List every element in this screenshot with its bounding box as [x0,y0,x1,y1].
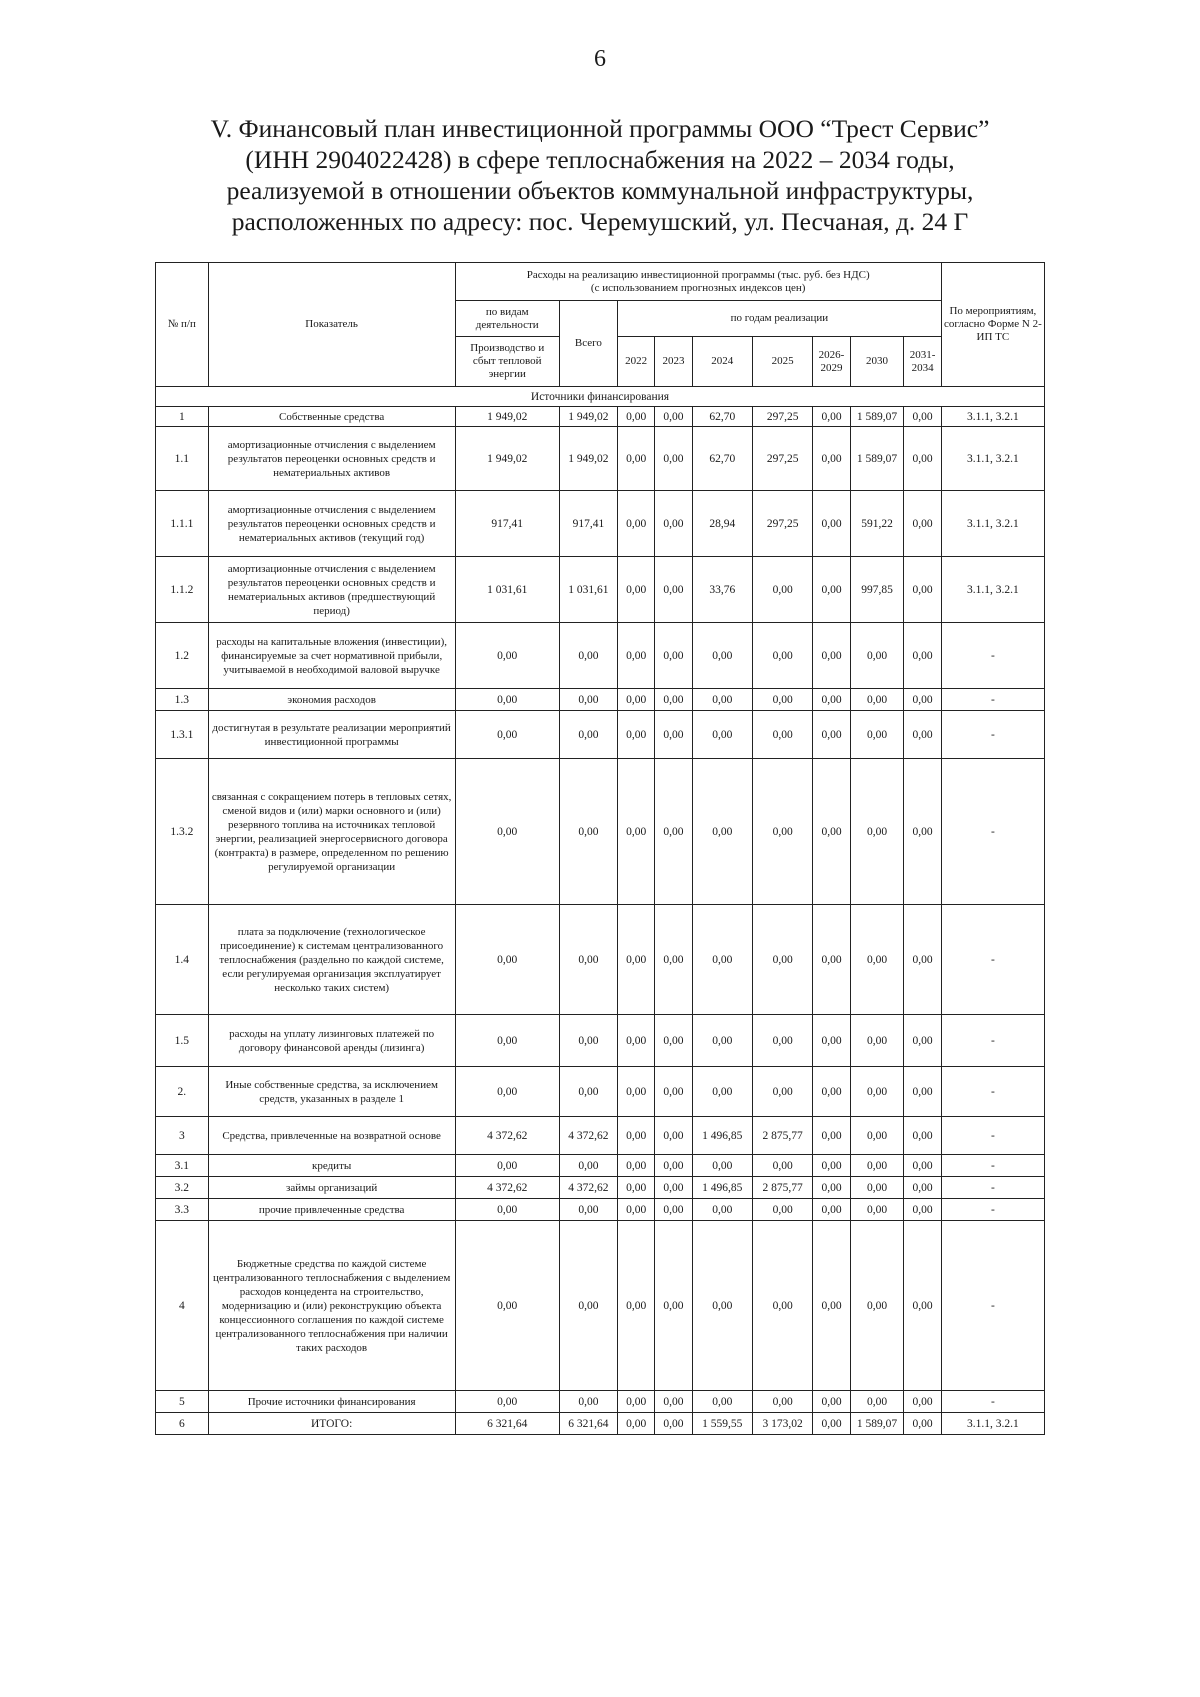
row-value: 0,00 [850,1155,904,1177]
row-value: 591,22 [850,491,904,557]
row-measure-ref: - [941,1391,1044,1413]
row-number: 1.1.1 [156,491,209,557]
row-value: 0,00 [559,689,617,711]
row-value: 0,00 [618,689,655,711]
table-row [156,1177,1045,1199]
table-body [156,387,1045,1435]
table-row [156,1155,1045,1177]
table-row [156,905,1045,1015]
row-value: 297,25 [752,407,812,427]
row-indicator: Собственные средства [208,407,455,427]
row-value: 0,00 [559,1199,617,1221]
row-value: 4 372,62 [455,1177,559,1199]
row-value: 0,00 [752,1015,812,1067]
row-value: 0,00 [692,1221,752,1391]
row-value: 0,00 [618,1221,655,1391]
section-title: Источники финансирования [156,387,1045,407]
row-value: 0,00 [455,1015,559,1067]
row-value: 0,00 [752,711,812,759]
row-value: 0,00 [618,1177,655,1199]
row-value: 0,00 [904,427,941,491]
row-indicator: Прочие источники финансирования [208,1391,455,1413]
row-value: 0,00 [813,1155,850,1177]
row-indicator: расходы на капитальные вложения (инвестиции), финансируемые за счет нормативной прибыли, учитываемой в необходимой валовой выручке [208,623,455,689]
row-value: 1 949,02 [455,407,559,427]
row-value: 0,00 [813,711,850,759]
row-value: 0,00 [655,689,692,711]
row-value: 0,00 [455,1391,559,1413]
row-value: 0,00 [904,557,941,623]
row-number: 1.5 [156,1015,209,1067]
row-value: 0,00 [559,1067,617,1117]
row-measure-ref: - [941,1221,1044,1391]
header-year: 2030 [850,337,904,387]
header-activity-type: Производство и сбыт тепловой энергии [455,337,559,387]
row-value: 0,00 [904,1199,941,1221]
row-value: 0,00 [618,1117,655,1155]
row-measure-ref: - [941,1199,1044,1221]
row-measure-ref: - [941,623,1044,689]
row-value: 0,00 [692,623,752,689]
row-value: 0,00 [655,491,692,557]
row-indicator: амортизационные отчисления с выделением результатов переоценки основных средств и нематериальных активов (текущий год) [208,491,455,557]
row-indicator: прочие привлеченные средства [208,1199,455,1221]
row-value: 0,00 [655,1221,692,1391]
row-number: 5 [156,1391,209,1413]
row-value: 0,00 [904,491,941,557]
row-indicator: расходы на уплату лизинговых платежей по договору финансовой аренды (лизинга) [208,1015,455,1067]
row-value: 0,00 [850,1117,904,1155]
document-title [150,113,1050,237]
row-value: 0,00 [618,711,655,759]
row-value: 0,00 [618,557,655,623]
row-indicator: амортизационные отчисления с выделением результатов переоценки основных средств и нематериальных активов [208,427,455,491]
row-value: 0,00 [655,905,692,1015]
row-value: 297,25 [752,491,812,557]
header-expenses [455,263,941,301]
row-value: 0,00 [904,1177,941,1199]
row-value: 1 496,85 [692,1177,752,1199]
row-value: 6 321,64 [559,1413,617,1435]
row-indicator: амортизационные отчисления с выделением результатов переоценки основных средств и нематериальных активов (предшествующий период) [208,557,455,623]
row-value: 0,00 [904,759,941,905]
row-value: 0,00 [692,1391,752,1413]
row-value: 1 496,85 [692,1117,752,1155]
header-by-years: по годам реализации [618,301,942,337]
row-indicator: экономия расходов [208,689,455,711]
row-value: 0,00 [813,759,850,905]
row-indicator: кредиты [208,1155,455,1177]
row-value: 0,00 [455,759,559,905]
header-expenses-line2: (с использованием прогнозных индексов цен) [590,281,806,294]
header-year: 2031-2034 [904,337,941,387]
row-value: 33,76 [692,557,752,623]
table-row [156,1117,1045,1155]
row-measure-ref: 3.1.1, 3.2.1 [941,491,1044,557]
row-value: 0,00 [618,1413,655,1435]
row-value: 0,00 [692,689,752,711]
row-value: 0,00 [850,1199,904,1221]
row-number: 1.3 [156,689,209,711]
row-value: 0,00 [813,1067,850,1117]
row-indicator: ИТОГО: [208,1413,455,1435]
row-measure-ref: 3.1.1, 3.2.1 [941,407,1044,427]
row-value: 0,00 [618,1199,655,1221]
row-number: 1.3.2 [156,759,209,905]
row-value: 0,00 [904,1155,941,1177]
row-value: 0,00 [692,1015,752,1067]
row-value: 0,00 [692,759,752,905]
row-value: 0,00 [813,491,850,557]
header-num: № п/п [156,263,209,387]
row-value: 0,00 [813,1221,850,1391]
row-value: 0,00 [813,689,850,711]
row-value: 0,00 [455,1067,559,1117]
row-value: 0,00 [752,557,812,623]
row-value: 0,00 [455,1199,559,1221]
row-value: 0,00 [752,1199,812,1221]
row-number: 4 [156,1221,209,1391]
row-value: 0,00 [752,759,812,905]
row-value: 0,00 [618,407,655,427]
row-value: 0,00 [752,689,812,711]
title-line: реализуемой в отношении объектов коммунальной инфраструктуры, [226,176,974,205]
row-value: 0,00 [904,1413,941,1435]
row-value: 0,00 [904,407,941,427]
row-number: 1 [156,407,209,427]
row-value: 0,00 [752,1067,812,1117]
row-value: 0,00 [904,711,941,759]
row-value: 0,00 [559,1155,617,1177]
row-number: 1.4 [156,905,209,1015]
row-measure-ref: - [941,711,1044,759]
row-measure-ref: 3.1.1, 3.2.1 [941,427,1044,491]
row-value: 0,00 [850,1015,904,1067]
row-indicator: займы организаций [208,1177,455,1199]
row-value: 1 589,07 [850,1413,904,1435]
row-value: 0,00 [618,1015,655,1067]
row-value: 1 031,61 [559,557,617,623]
row-measure-ref: - [941,1067,1044,1117]
header-indicator: Показатель [208,263,455,387]
table-row [156,1221,1045,1391]
row-value: 0,00 [655,1391,692,1413]
header-year: 2022 [618,337,655,387]
row-measure-ref: - [941,1015,1044,1067]
row-value: 0,00 [655,1067,692,1117]
table-row [156,557,1045,623]
table-row [156,1015,1045,1067]
header-by-activity: по видам деятельности [455,301,559,337]
row-value: 0,00 [904,905,941,1015]
row-value: 0,00 [813,1391,850,1413]
row-indicator: Бюджетные средства по каждой системе централизованного теплоснабжения с выделением расходов концедента на строительство, модернизацию и (или) реконструкцию объекта концессионного соглашения по каждой системе централизованного теплоснабжения при наличии таких расходов [208,1221,455,1391]
table-row [156,623,1045,689]
row-value: 0,00 [813,623,850,689]
page-number: 6 [594,46,606,72]
row-indicator: достигнутая в результате реализации мероприятий инвестиционной программы [208,711,455,759]
row-value: 0,00 [692,905,752,1015]
row-number: 1.1 [156,427,209,491]
row-measure-ref: - [941,759,1044,905]
row-value: 0,00 [904,1117,941,1155]
header-year: 2026-2029 [813,337,850,387]
row-value: 0,00 [850,905,904,1015]
row-value: 0,00 [655,1413,692,1435]
table-row [156,407,1045,427]
row-value: 917,41 [455,491,559,557]
row-value: 0,00 [850,1067,904,1117]
row-value: 62,70 [692,427,752,491]
row-value: 0,00 [618,905,655,1015]
row-value: 1 949,02 [559,407,617,427]
row-value: 0,00 [655,759,692,905]
row-value: 3 173,02 [752,1413,812,1435]
row-value: 0,00 [850,623,904,689]
row-number: 1.3.1 [156,711,209,759]
row-value: 0,00 [692,1155,752,1177]
table-row [156,759,1045,905]
row-value: 0,00 [904,1067,941,1117]
row-number: 2. [156,1067,209,1117]
row-value: 0,00 [455,1155,559,1177]
row-value: 1 949,02 [559,427,617,491]
row-value: 0,00 [655,711,692,759]
row-value: 0,00 [752,1391,812,1413]
row-measure-ref: 3.1.1, 3.2.1 [941,557,1044,623]
total-row [156,1413,1045,1435]
table-row [156,1067,1045,1117]
row-value: 1 559,55 [692,1413,752,1435]
row-indicator: Иные собственные средства, за исключением средств, указанных в разделе 1 [208,1067,455,1117]
row-value: 0,00 [655,557,692,623]
row-value: 0,00 [752,1221,812,1391]
row-value: 0,00 [904,1391,941,1413]
row-measure-ref: - [941,1177,1044,1199]
row-value: 4 372,62 [559,1117,617,1155]
row-value: 0,00 [618,1391,655,1413]
row-value: 0,00 [618,491,655,557]
row-value: 0,00 [618,759,655,905]
row-value: 1 031,61 [455,557,559,623]
title-line: (ИНН 2904022428) в сфере теплоснабжения на 2022 – 2034 годы, [245,145,955,174]
row-value: 0,00 [692,1199,752,1221]
title-line: расположенных по адресу: пос. Черемушский, ул. Песчаная, д. 24 Г [231,207,969,236]
row-value: 0,00 [618,1155,655,1177]
row-value: 997,85 [850,557,904,623]
row-value: 0,00 [692,711,752,759]
header-year: 2024 [692,337,752,387]
row-value: 0,00 [813,1199,850,1221]
row-indicator: связанная с сокращением потерь в тепловых сетях, сменой видов и (или) марки основного и (или) резервного топлива на источниках тепловой энергии, реализацией энергосервисного договора (контракта) в размере, определенном по решению регулируемой организации [208,759,455,905]
row-value: 0,00 [559,759,617,905]
row-value: 0,00 [850,1221,904,1391]
row-number: 6 [156,1413,209,1435]
header-total: Всего [559,301,617,387]
row-number: 1.1.2 [156,557,209,623]
row-value: 0,00 [752,623,812,689]
row-value: 28,94 [692,491,752,557]
row-number: 3.2 [156,1177,209,1199]
row-measure-ref: - [941,905,1044,1015]
row-value: 0,00 [904,1221,941,1391]
row-value: 0,00 [813,905,850,1015]
row-number: 3 [156,1117,209,1155]
row-number: 3.3 [156,1199,209,1221]
row-value: 0,00 [559,711,617,759]
row-value: 0,00 [813,1015,850,1067]
row-value: 0,00 [618,623,655,689]
row-value: 1 949,02 [455,427,559,491]
title-line: V. Финансовый план инвестиционной программы ООО “Трест Сервис” [210,114,990,143]
row-value: 0,00 [455,689,559,711]
row-value: 0,00 [850,759,904,905]
row-value: 0,00 [904,1015,941,1067]
row-value: 0,00 [813,1413,850,1435]
row-value: 0,00 [655,407,692,427]
row-value: 0,00 [813,407,850,427]
row-value: 2 875,77 [752,1177,812,1199]
row-measure-ref: - [941,1155,1044,1177]
row-value: 0,00 [455,711,559,759]
row-number: 1.2 [156,623,209,689]
row-value: 0,00 [813,1117,850,1155]
row-value: 0,00 [655,623,692,689]
table-row [156,1391,1045,1413]
row-value: 0,00 [752,905,812,1015]
row-value: 0,00 [850,689,904,711]
row-value: 0,00 [752,1155,812,1177]
row-value: 0,00 [850,1391,904,1413]
row-value: 4 372,62 [455,1117,559,1155]
table-row [156,427,1045,491]
financial-plan-table [155,262,1045,1435]
row-value: 0,00 [813,557,850,623]
row-value: 0,00 [559,1221,617,1391]
row-value: 0,00 [655,1117,692,1155]
header-year: 2023 [655,337,692,387]
header-expenses-line1: Расходы на реализацию инвестиционной программы (тыс. руб. без НДС) [526,268,870,281]
row-indicator: Средства, привлеченные на возвратной основе [208,1117,455,1155]
row-value: 0,00 [813,1177,850,1199]
row-value: 4 372,62 [559,1177,617,1199]
row-value: 0,00 [904,689,941,711]
row-value: 0,00 [813,427,850,491]
row-measure-ref: 3.1.1, 3.2.1 [941,1413,1044,1435]
row-value: 0,00 [559,623,617,689]
row-value: 0,00 [559,1015,617,1067]
row-value: 1 589,07 [850,427,904,491]
row-measure-ref: - [941,1117,1044,1155]
row-number: 3.1 [156,1155,209,1177]
row-value: 2 875,77 [752,1117,812,1155]
row-value: 0,00 [655,1177,692,1199]
row-value: 0,00 [850,1177,904,1199]
row-value: 917,41 [559,491,617,557]
row-value: 0,00 [692,1067,752,1117]
row-value: 0,00 [455,905,559,1015]
row-value: 0,00 [655,1015,692,1067]
table-row [156,1199,1045,1221]
row-value: 297,25 [752,427,812,491]
row-value: 0,00 [455,623,559,689]
header-measures: По мероприятиям, согласно Форме N 2-ИП ТС [941,263,1044,387]
row-value: 62,70 [692,407,752,427]
row-value: 0,00 [455,1221,559,1391]
row-value: 0,00 [850,711,904,759]
row-value: 0,00 [559,1391,617,1413]
row-value: 1 589,07 [850,407,904,427]
table-row [156,491,1045,557]
table-row [156,689,1045,711]
header-year: 2025 [752,337,812,387]
row-value: 6 321,64 [455,1413,559,1435]
row-measure-ref: - [941,689,1044,711]
row-value: 0,00 [655,1199,692,1221]
row-value: 0,00 [618,1067,655,1117]
row-value: 0,00 [655,427,692,491]
table-row [156,711,1045,759]
row-value: 0,00 [655,1155,692,1177]
row-value: 0,00 [618,427,655,491]
row-value: 0,00 [559,905,617,1015]
row-value: 0,00 [904,623,941,689]
row-indicator: плата за подключение (технологическое присоединение) к системам централизованного теплоснабжения (раздельно по каждой системе, если регулируемая организация эксплуатирует несколько таких систем) [208,905,455,1015]
